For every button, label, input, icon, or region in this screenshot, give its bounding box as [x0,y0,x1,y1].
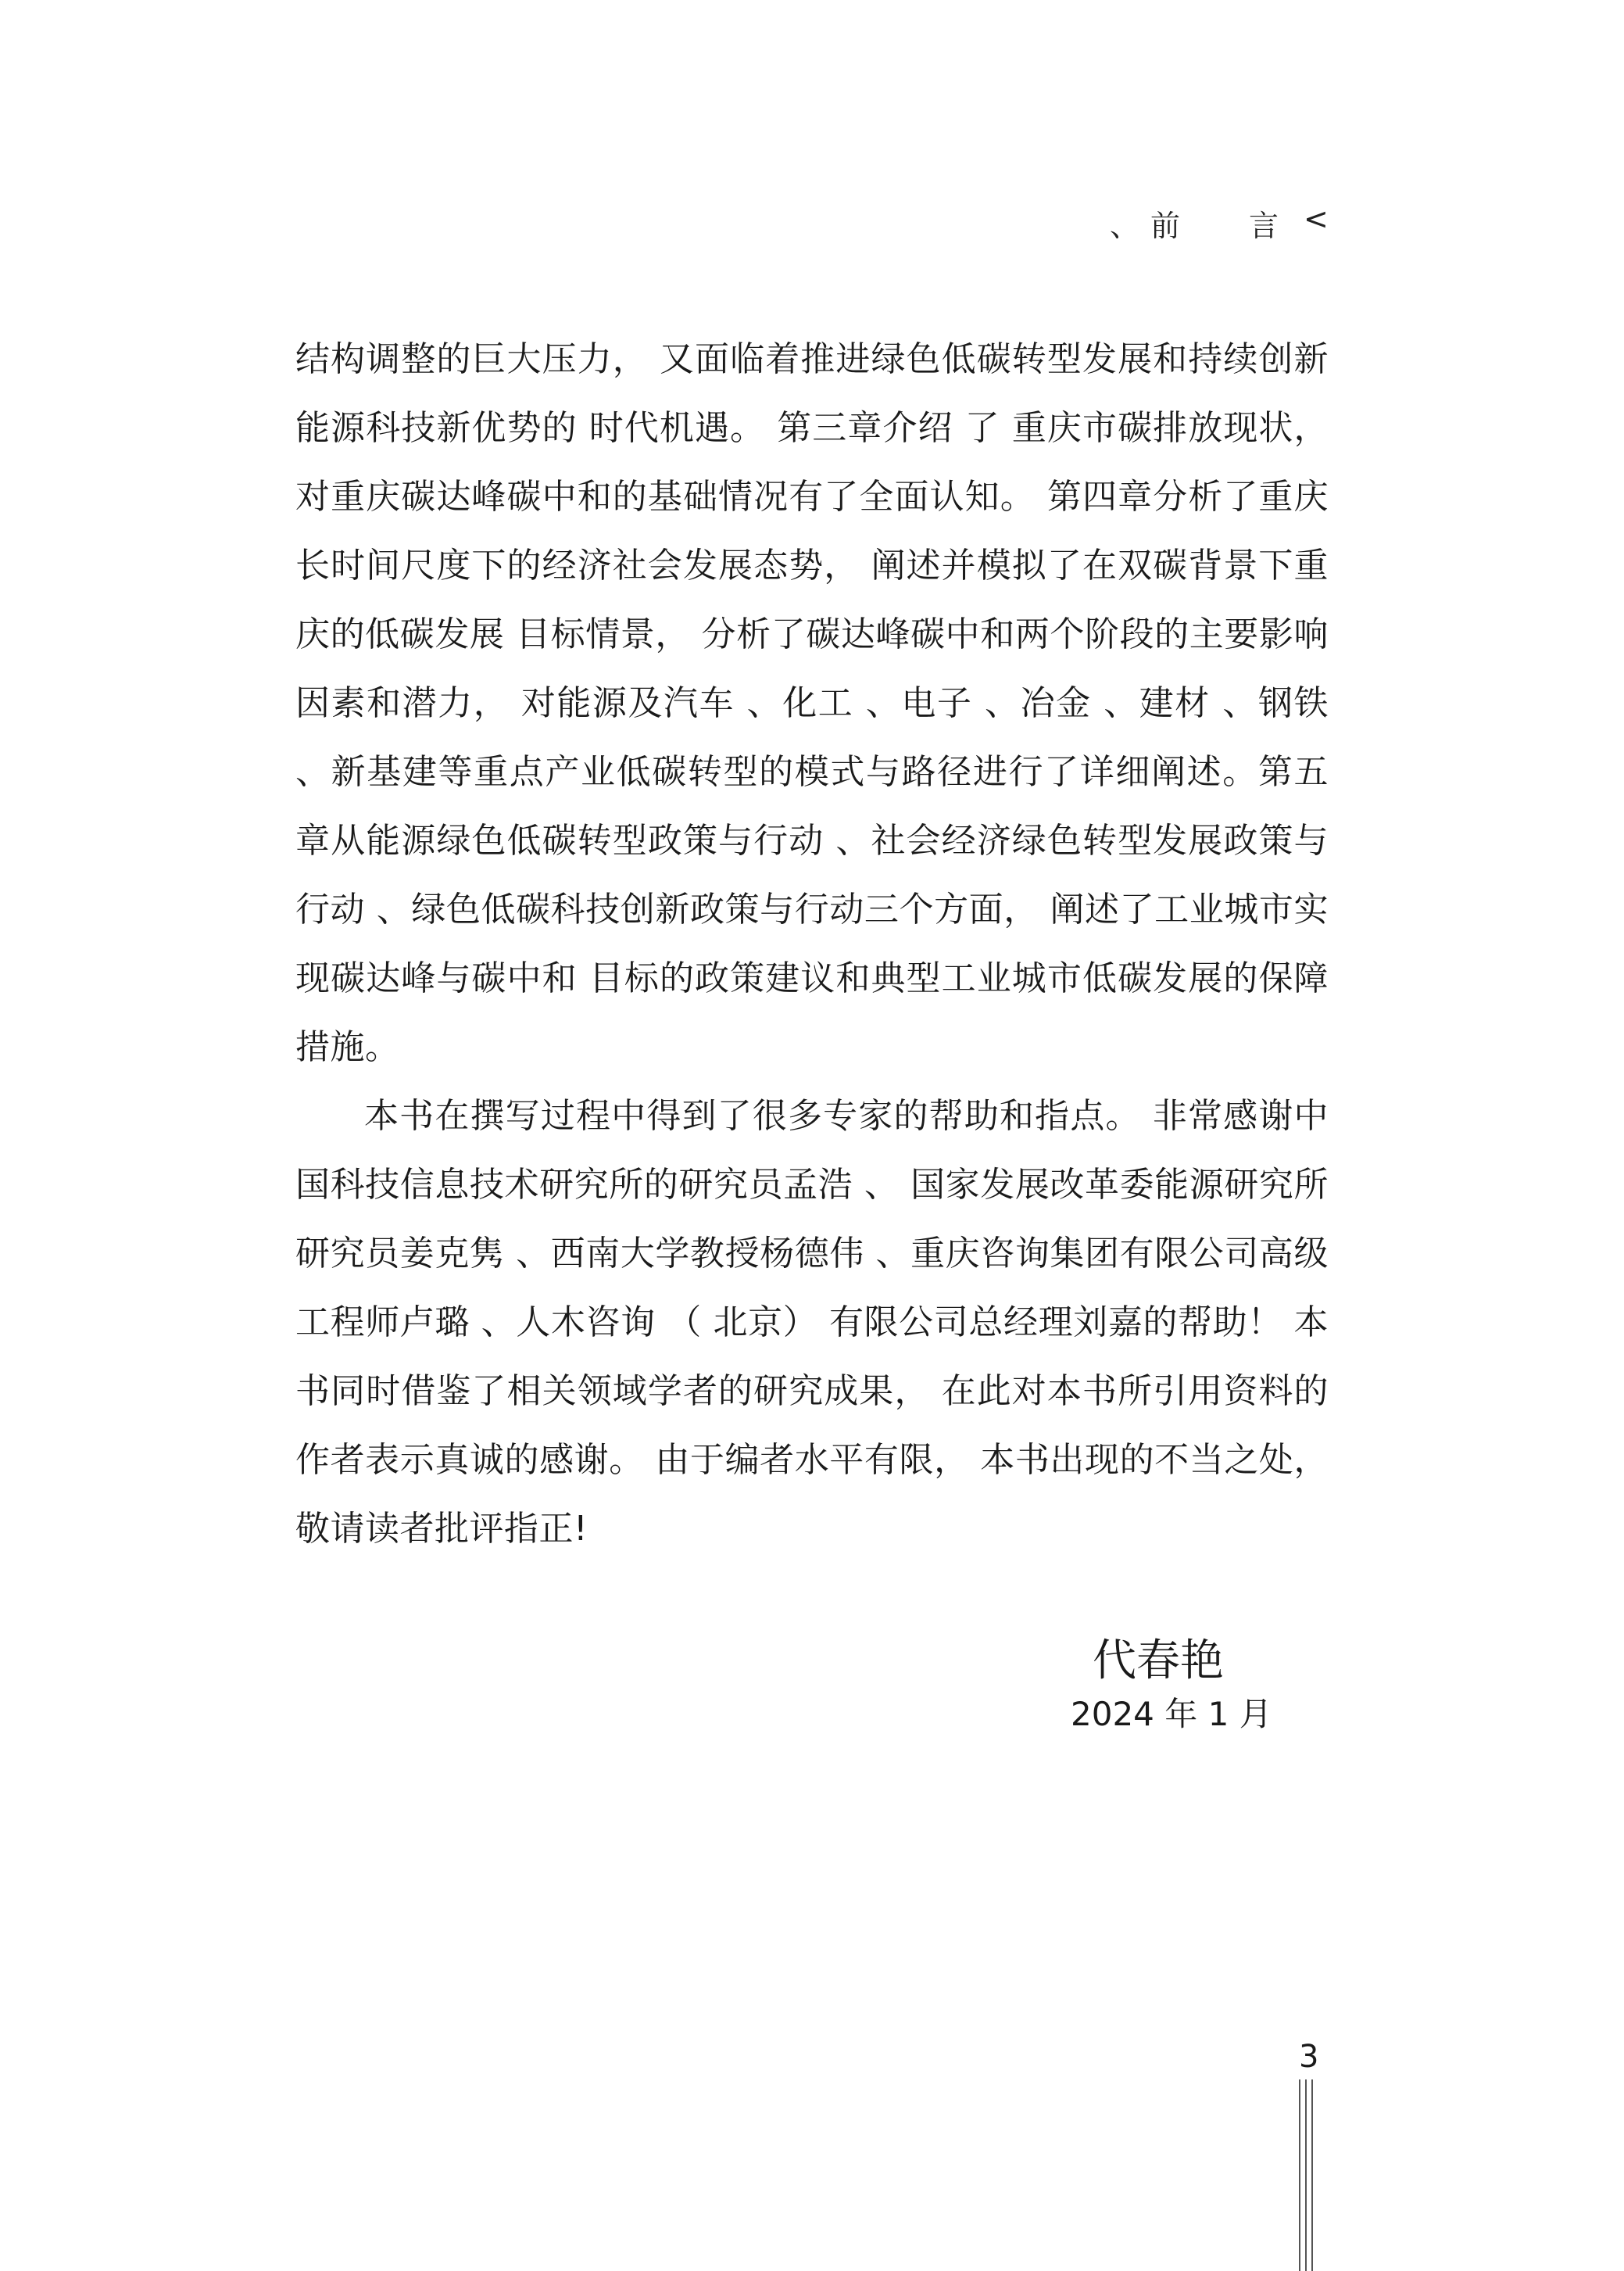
paragraph-acknowledgements: 本书在撰写过程中得到了很多专家的帮助和指点。 非常感谢中国科技信息技术研究所的研究员孟浩 、 国家发展改革委能源研究所研究员姜克隽 、西南大学教授杨德伟 、重庆咨询集团有限公司高级工程师卢璐 、人木咨询 （ 北京） 有限公司总经理刘嘉的帮助！ 本书同时借鉴了相关领域学者的研究成果， 在此对本书所引用资料的作者表示真诚的感谢。 由于编者水平有限， 本书出现的不当之处，敬请读者批评指正! [295,1096,1329,1549]
page-edge-lines [1297,2079,1316,2271]
edge-line [1299,2079,1300,2271]
header-arrow: < [1304,202,1329,236]
paragraph-chapter-summary: 结构调整的巨大压力， 又面临着推进绿色低碳转型发展和持续创新能源科技新优势的 时代机遇。 第三章介绍 了 重庆市碳排放现状， 对重庆碳达峰碳中和的基础情况有了全面认知。 第四章分析了重庆长时间尺度下的经济社会发展态势， 阐述并模拟了在双碳背景下重庆的低碳发展 目标情景， 分析了碳达峰碳中和两个阶段的主要影响因素和潜力， 对能源及汽车 、化工 、电子 、冶金 、建材 、钢铁 、新基建等重点产业低碳转型的模式与路径进行了详细阐述。第五章从能源绿色低碳转型政策与行动 、社会经济绿色转型发展政策与行动 、绿色低碳科技创新政策与行动三个方面， 阐述了工业城市实现碳达峰与碳中和 目标的政策建议和典型工业城市低碳发展的保障措施。 [295,339,1329,1067]
edge-line [1311,2079,1313,2271]
edge-line [1305,2079,1307,2271]
body-text [295,325,1329,1564]
signature-date: 2024 年 1 月 [1071,1695,1272,1733]
running-header [1110,202,1344,249]
header-title-char-1: 前 [1150,209,1181,243]
header-mark: 、 [1110,209,1140,243]
header-title-char-2: 言 [1249,209,1279,243]
author-signature: 代春艳 [1093,1635,1224,1686]
page-number: 3 [1299,2039,1319,2075]
